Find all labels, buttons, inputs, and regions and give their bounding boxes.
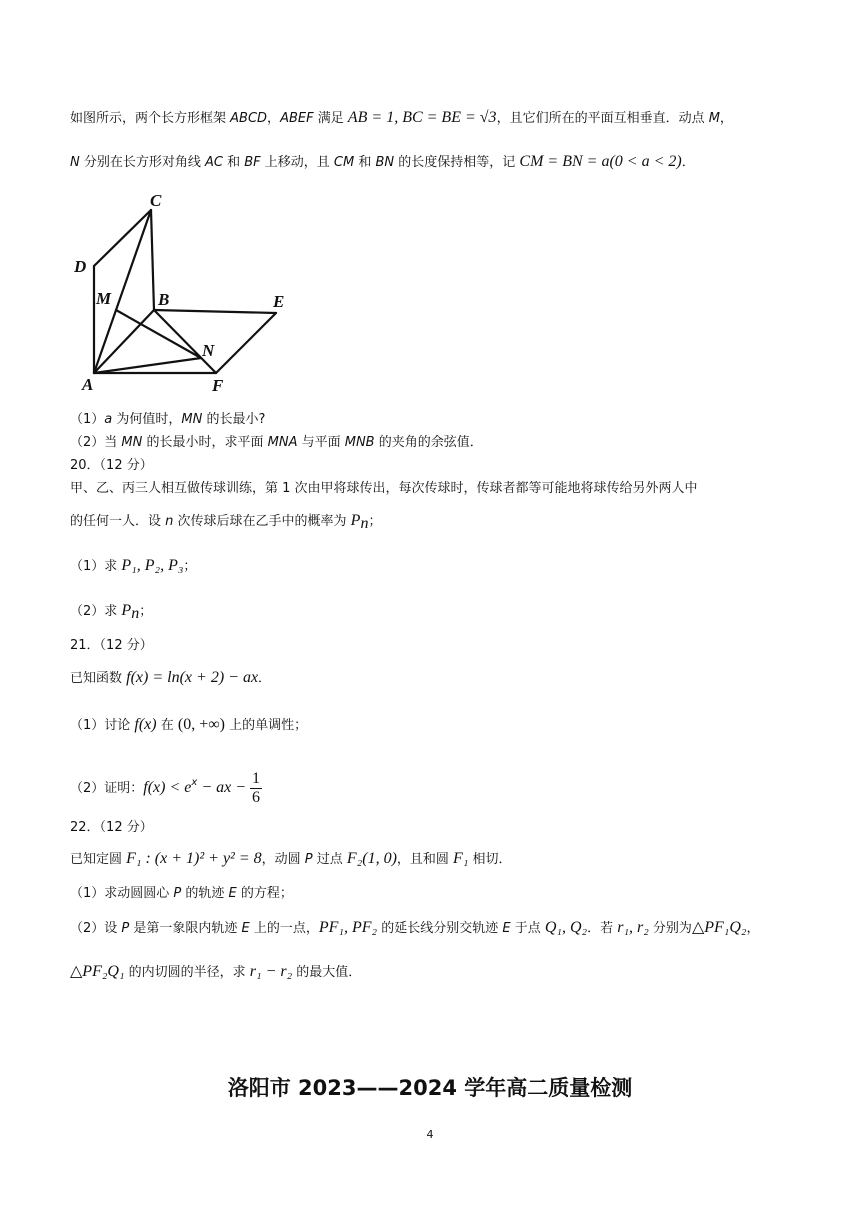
edge-dc — [94, 210, 151, 266]
var-ac: AC — [205, 155, 223, 170]
text: 已知定圆 — [70, 852, 127, 867]
text: ， — [719, 111, 733, 126]
geometry-figure — [66, 188, 306, 398]
text: ，且和圆 — [396, 852, 454, 867]
math-triangle-pf1q2: △PF₁Q₂ — [691, 919, 747, 936]
q22-part-2-cont — [70, 962, 361, 983]
text: 的任何一人．设 — [70, 514, 166, 529]
math-r1-r2: r₁, r₂ — [617, 919, 649, 936]
text: 是第一象限内轨迹 — [129, 921, 242, 936]
text: 过点 — [312, 852, 347, 867]
text: ． — [258, 671, 272, 686]
label-f: F — [212, 376, 224, 395]
text: 相切． — [468, 852, 512, 867]
math-pf1-pf2: PF₁, PF₂ — [318, 919, 378, 936]
label-c: C — [150, 191, 162, 210]
text: （2）设 — [70, 921, 122, 936]
q20-line-2 — [70, 511, 381, 534]
text: （1）讨论 — [70, 718, 135, 733]
text: 的轨迹 — [181, 886, 229, 901]
intro-line-1 — [70, 108, 733, 129]
var-mna: MNA — [267, 435, 298, 450]
math-fx: f(x) — [134, 716, 157, 733]
text: 上移动，且 — [260, 155, 334, 170]
text: 分别为 — [648, 921, 692, 936]
math-p1-p2-p3: P₁, P₂, P₃ — [121, 557, 184, 574]
var-bf: BF — [244, 155, 261, 170]
q21-heading: 21．（12 分） — [70, 638, 153, 653]
text: （1）求 — [70, 559, 122, 574]
text: ； — [368, 514, 382, 529]
text: 与平面 — [297, 435, 345, 450]
text: 的夹角的余弦值． — [374, 435, 483, 450]
text: 分别在长方形对角线 — [79, 155, 205, 170]
var-p: P — [121, 921, 130, 936]
label-m: M — [96, 289, 112, 308]
text: 的方程； — [236, 886, 293, 901]
text: 和 — [354, 155, 376, 170]
var-m: M — [708, 111, 720, 126]
text: 满足 — [313, 111, 348, 126]
text: ； — [139, 604, 153, 619]
intro-line-2 — [70, 152, 695, 173]
edge-ef — [216, 313, 276, 373]
var-e: E — [502, 921, 511, 936]
text: 次传球后球在乙手中的概率为 — [173, 514, 351, 529]
math-inequality-lhs: f(x) < e — [143, 779, 192, 796]
text: 上的一点， — [249, 921, 319, 936]
text: 的延长线分别交轨迹 — [377, 921, 503, 936]
math-inequality-mid: − ax − — [197, 779, 251, 796]
edge-be — [154, 310, 276, 313]
math-f1: F₁ — [453, 850, 469, 867]
var-n: N — [70, 155, 80, 170]
fraction-one-sixth — [250, 770, 262, 807]
math-cm-bn: CM = BN = a(0 < a < 2) — [519, 153, 682, 170]
q21-line-1 — [70, 668, 271, 689]
text: ， — [746, 921, 760, 936]
section-title: 洛阳市 2023——2024 学年高二质量检测 — [227, 1076, 633, 1100]
text: ，动圆 — [261, 852, 305, 867]
math-circle-f1: F₁ : (x + 1)² + y² = 8 — [126, 850, 262, 867]
page-number: 4 — [426, 1128, 434, 1141]
text: 上的单调性； — [224, 718, 308, 733]
text: （1）求动圆圆心 — [70, 886, 174, 901]
q22-part-1 — [70, 884, 293, 904]
var-cm: CM — [333, 155, 355, 170]
var-p: P — [350, 512, 361, 529]
math-condition: AB = 1, BC = BE = √3 — [347, 109, 497, 126]
q19-part-1 — [70, 410, 265, 430]
text: 的长最小时，求平面 — [142, 435, 268, 450]
text: 于点 — [510, 921, 545, 936]
math-r1-minus-r2: r₁ − r₂ — [249, 963, 293, 980]
text: ，且它们所在的平面互相垂直．动点 — [496, 111, 709, 126]
text: 的长度保持相等，记 — [394, 155, 520, 170]
var-e: E — [228, 886, 237, 901]
var-abcd: ABCD — [230, 111, 268, 126]
math-point-f2: F₂(1, 0) — [346, 850, 397, 867]
var-mn: MN — [181, 412, 203, 427]
superscript-x: x — [191, 777, 198, 788]
edge-ab — [94, 310, 154, 373]
text: ．若 — [587, 921, 618, 936]
var-n: n — [165, 514, 174, 529]
q20-line-1: 甲、乙、丙三人相互做传球训练，第 1 次由甲将球传出，每次传球时，传球者都等可能地将球传给另外两人中 — [70, 481, 698, 496]
var-bn: BN — [375, 155, 395, 170]
var-mnb: MNB — [344, 435, 375, 450]
text: 的内切圆的半径，求 — [124, 965, 250, 980]
text: 和 — [222, 155, 245, 170]
fraction-denominator: 6 — [252, 789, 261, 806]
text: ． — [681, 155, 695, 170]
label-n: N — [202, 341, 215, 360]
label-b: B — [158, 290, 170, 309]
text: 已知函数 — [70, 671, 127, 686]
text: 在 — [156, 718, 178, 733]
q22-heading: 22．（12 分） — [70, 820, 153, 835]
subscript-n: n — [360, 515, 369, 532]
q22-line-1 — [70, 849, 512, 870]
label-d: D — [74, 257, 87, 276]
var-p: P — [173, 886, 182, 901]
math-function-def: f(x) = ln(x + 2) − ax — [126, 669, 259, 686]
segment-mn — [116, 310, 201, 358]
text: 如图所示，两个长方形框架 — [70, 111, 231, 126]
math-interval: (0, +∞) — [177, 716, 225, 733]
q20-part-2 — [70, 601, 152, 624]
subscript-n: n — [131, 605, 140, 622]
text: 的最大值． — [292, 965, 362, 980]
text: 为何值时， — [112, 412, 182, 427]
text: （1） — [70, 412, 105, 427]
fraction-numerator: 1 — [252, 770, 261, 787]
math-triangle-pf2q1: △PF₂Q₁ — [70, 963, 125, 980]
text: ， — [267, 111, 281, 126]
var-p: P — [121, 602, 132, 619]
var-abef: ABEF — [280, 111, 314, 126]
text: （2）证明： — [70, 781, 144, 796]
var-p: P — [304, 852, 313, 867]
var-e: E — [241, 921, 250, 936]
text: ； — [183, 559, 197, 574]
q19-part-2 — [70, 433, 483, 453]
q22-part-2 — [70, 918, 759, 939]
segment-an — [94, 358, 201, 373]
q21-part-2 — [70, 770, 262, 807]
q20-heading: 20．（12 分） — [70, 458, 153, 473]
label-e: E — [273, 292, 285, 311]
text: （2）求 — [70, 604, 122, 619]
var-a: a — [104, 412, 113, 427]
q20-part-1 — [70, 556, 196, 577]
text: 的长最小? — [202, 412, 266, 427]
var-mn: MN — [121, 435, 143, 450]
math-q1-q2: Q₁, Q₂ — [544, 919, 588, 936]
text: （2）当 — [70, 435, 122, 450]
edge-cb — [151, 210, 154, 310]
label-a: A — [82, 375, 94, 394]
q21-part-1 — [70, 715, 307, 736]
